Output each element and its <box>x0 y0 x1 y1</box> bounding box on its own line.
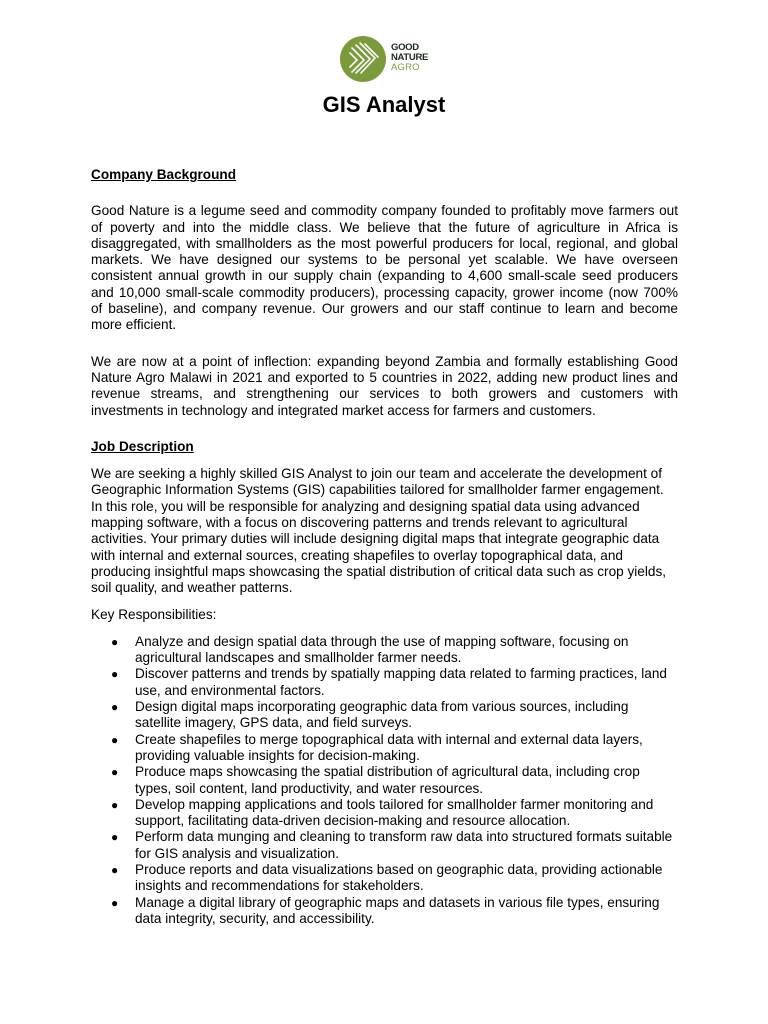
bullet-icon: ● <box>111 797 119 812</box>
responsibility-text: Develop mapping applications and tools tailored for smallholder farmer monitoring and support, facilitating data-driven decision-making and resource allocation. <box>135 796 654 829</box>
list-item <box>91 699 678 732</box>
job-description-intro: We are seeking a highly skilled GIS Analyst to join our team and accelerate the development of Geographic Information Systems (GIS) capabilities tailored for smallholder farmer engagement. In this role, you will be responsible for analyzing and designing spatial data using advanced mapping software, with a focus on discovering patterns and trends relevant to agricultural activities. Your primary duties will include designing digital maps that integrate geographic data with internal and external sources, creating shapefiles to overlay topographical data, and producing insightful maps showcasing the spatial distribution of critical data such as crop yields, soil quality, and weather patterns. <box>91 466 667 596</box>
responsibility-text: Analyze and design spatial data through the use of mapping software, focusing on agricultural landscapes and smallholder farmer needs. <box>135 633 629 666</box>
logo-line-3: AGRO <box>391 62 420 73</box>
responsibility-text: Design digital maps incorporating geographic data from various sources, including satellite imagery, GPS data, and field surveys. <box>135 699 629 731</box>
key-responsibilities-label: Key Responsibilities: <box>91 606 217 622</box>
responsibility-text: Produce maps showcasing the spatial distribution of agricultural data, including crop types, soil content, land productivity, and water resources. <box>135 764 640 796</box>
company-background-paragraph-2: We are now at a point of inflection: expanding beyond Zambia and formally establishing Good Nature Agro Malawi in 2021 and exported to 5 countries in 2022, adding new product lines and revenue streams, and strengthening our services to both growers and customers with investments in technology and integrated market access for farmers and customers. <box>91 353 678 418</box>
responsibility-text: Perform data munging and cleaning to transform raw data into structured formats suitable for GIS analysis and visualization. <box>135 829 673 861</box>
logo-wordmark <box>391 43 428 73</box>
list-item <box>91 829 678 862</box>
bullet-icon: ● <box>111 667 119 682</box>
leaf-emblem-icon <box>340 34 386 84</box>
responsibility-text: Discover patterns and trends by spatially mapping data related to farming practices, land use, and environmental factors. <box>135 666 667 698</box>
list-item <box>91 634 678 667</box>
responsibility-text: Create shapefiles to merge topographical data with internal and external data layers, providing valuable insights for decision-making. <box>135 731 643 763</box>
responsibility-text: Produce reports and data visualizations based on geographic data, providing actionable insights and recommendations for stakeholders. <box>135 861 663 894</box>
bullet-icon: ● <box>111 765 119 780</box>
logo-line-2: NATURE <box>391 52 429 63</box>
company-background-paragraph-1: Good Nature is a legume seed and commodity company founded to profitably move farmers out of poverty and into the middle class. We believe that the future of agriculture in Africa is disaggregated, with smallholders as the most powerful producers for local, regional, and global markets. We have designed our systems to be personal yet scalable. We have overseen consistent annual growth in our supply chain (expanding to 4,600 small-scale seed producers and 10,000 small-scale commodity producers), processing capacity, grower income (now 700% of baseline), and company revenue. Our growers and our staff continue to learn and become more efficient. <box>91 203 678 333</box>
list-item <box>91 666 678 699</box>
responsibility-text: Manage a digital library of geographic maps and datasets in various file types, ensuring data integrity, security, and accessibility. <box>135 894 660 926</box>
job-description-heading: Job Description <box>91 438 194 454</box>
bullet-icon: ● <box>111 700 119 715</box>
list-item <box>91 764 678 797</box>
bullet-icon: ● <box>111 895 119 910</box>
list-item <box>91 797 678 830</box>
company-background-heading: Company Background <box>91 167 237 182</box>
company-logo <box>340 34 432 86</box>
responsibilities-list <box>91 634 678 927</box>
bullet-icon: ● <box>111 732 119 747</box>
list-item <box>91 732 678 765</box>
logo-line-1: GOOD <box>391 42 419 53</box>
bullet-icon: ● <box>111 830 119 845</box>
list-item <box>91 862 678 895</box>
bullet-icon: ● <box>111 862 119 877</box>
bullet-icon: ● <box>111 634 119 649</box>
list-item <box>91 895 678 928</box>
document-body <box>91 167 678 927</box>
page-title: GIS Analyst <box>322 92 446 117</box>
